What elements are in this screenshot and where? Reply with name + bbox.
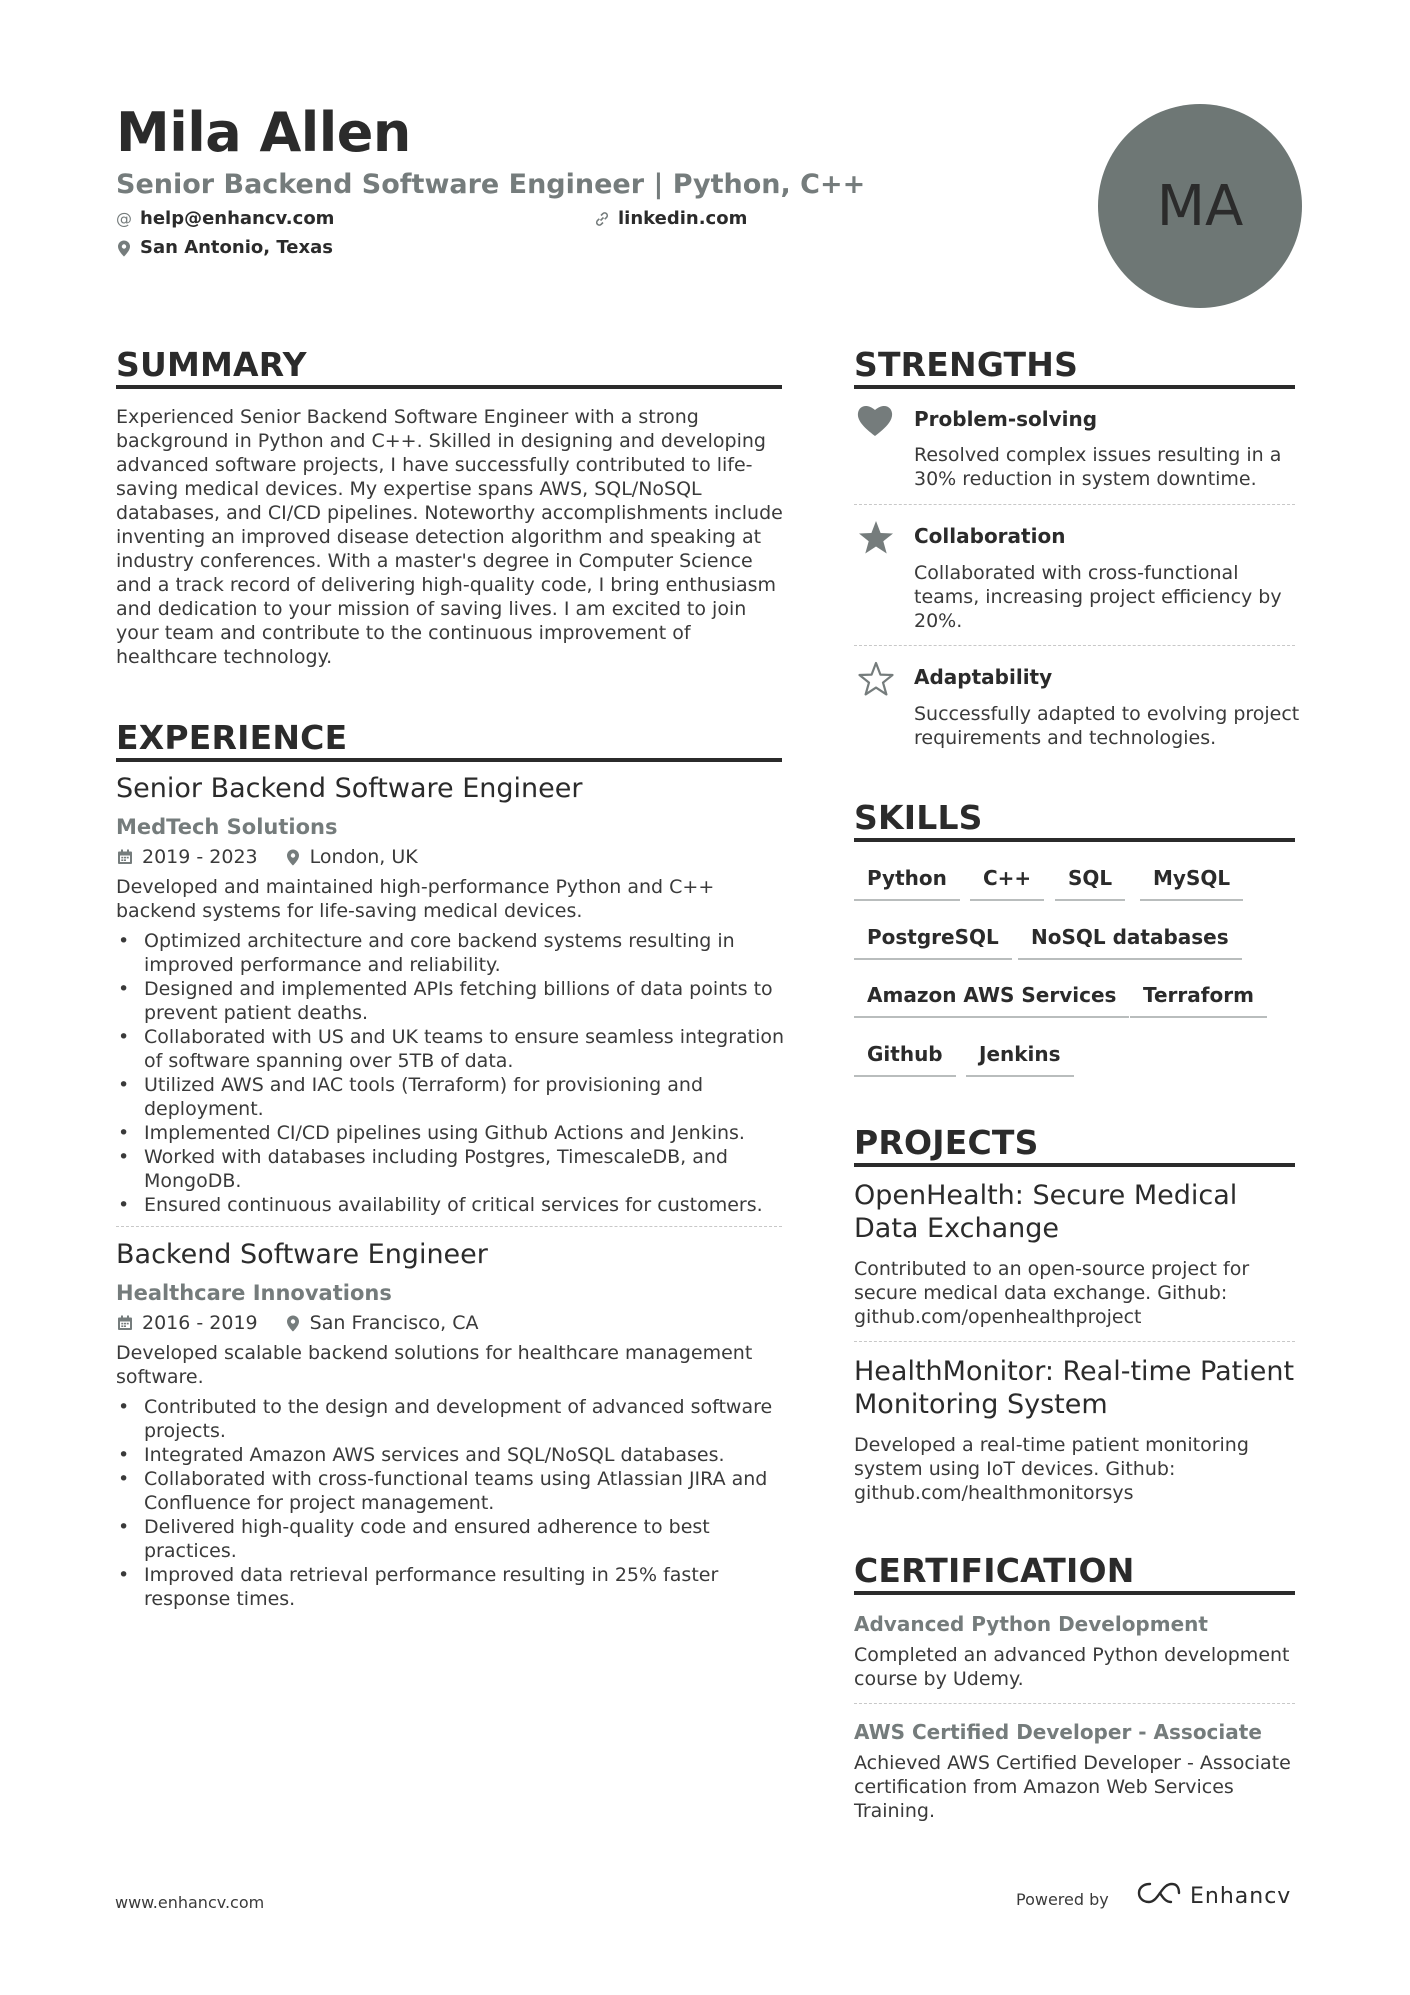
job-bullet: • Implemented CI/CD pipelines using Github Actions and Jenkins. bbox=[116, 1121, 792, 1145]
job-location: San Francisco, CA bbox=[309, 1312, 479, 1334]
project-text: Developed a real-time patient monitoring system using IoT devices. Github: github.com/healthmonitorsys bbox=[854, 1434, 1249, 1504]
location-text: San Antonio, Texas bbox=[140, 237, 333, 258]
enhancv-logo[interactable] bbox=[1136, 1880, 1291, 1912]
projects-rule bbox=[854, 1163, 1295, 1167]
certification-heading: CERTIFICATION bbox=[854, 1551, 1135, 1590]
certification-rule bbox=[854, 1591, 1295, 1595]
location-pin-icon bbox=[116, 239, 132, 257]
project-divider bbox=[854, 1341, 1295, 1342]
location-pin-icon bbox=[284, 1315, 302, 1332]
skill-tag: C++ bbox=[970, 865, 1044, 901]
calendar-icon bbox=[116, 849, 134, 865]
star-filled-icon bbox=[856, 518, 896, 558]
strength-title: Adaptability bbox=[914, 665, 1053, 689]
location-pin-icon bbox=[284, 849, 302, 866]
project-text: Contributed to an open-source project for secure medical data exchange. Github: github.com/openhealthproject bbox=[854, 1258, 1250, 1328]
job-divider bbox=[116, 1226, 782, 1227]
candidate-headline: Senior Backend Software Engineer | Python, C++ bbox=[116, 169, 866, 200]
contact-location bbox=[116, 236, 333, 260]
strength-title: Collaboration bbox=[914, 524, 1066, 548]
job-description: Developed scalable backend solutions for healthcare management software. bbox=[116, 1342, 753, 1388]
at-icon: @ bbox=[116, 209, 132, 228]
strength-divider bbox=[854, 645, 1295, 646]
skill-tag: Python bbox=[854, 865, 960, 901]
job-dates: 2019 - 2023 bbox=[142, 846, 258, 868]
job-meta bbox=[116, 1311, 479, 1335]
strength-text: Collaborated with cross-functional teams, increasing project efficiency by 20%. bbox=[914, 562, 1282, 632]
certification-divider bbox=[854, 1703, 1295, 1704]
summary-text: Experienced Senior Backend Software Engineer with a strong background in Python and C++. Skilled in designing and developing advanced software projects, I have successfully contributed to life-saving medical devices. My expertise spans AWS, SQL/NoSQL databases, and CI/CD pipelines. Noteworthy accomplishments include inventing an improved disease detection algorithm and speaking at industry conferences. With a master's degree in Computer Science and a track record of delivering high-quality code, I bring enthusiasm and dedication to your mission of saving lives. I am excited to join your team and contribute to the continuous improvement of healthcare technology. bbox=[116, 406, 783, 668]
job-bullet: • Designed and implemented APIs fetching billions of data points to prevent patient deaths. bbox=[116, 977, 792, 1025]
strength-text: Successfully adapted to evolving project requirements and technologies. bbox=[914, 703, 1300, 749]
calendar-icon bbox=[116, 1315, 134, 1331]
strength-divider bbox=[854, 504, 1295, 505]
job-location: London, UK bbox=[309, 846, 418, 868]
project-title: HealthMonitor: Real-time Patient Monitoring System bbox=[854, 1356, 1295, 1420]
email-text: help@enhancv.com bbox=[140, 208, 335, 229]
experience-rule bbox=[116, 758, 782, 762]
skill-tag: Terraform bbox=[1130, 982, 1267, 1018]
certification-title: AWS Certified Developer - Associate bbox=[854, 1720, 1262, 1744]
skill-tag: Github bbox=[854, 1041, 956, 1077]
footer-website[interactable]: www.enhancv.com bbox=[115, 1893, 265, 1912]
certification-text: Completed an advanced Python development course by Udemy. bbox=[854, 1644, 1290, 1690]
job-meta bbox=[116, 845, 418, 869]
footer-powered-by: Powered by bbox=[1016, 1890, 1109, 1909]
skills-heading: SKILLS bbox=[854, 798, 983, 837]
avatar-initials: MA bbox=[1156, 173, 1244, 239]
strengths-rule bbox=[854, 385, 1295, 389]
experience-heading: EXPERIENCE bbox=[116, 718, 348, 757]
strength-text: Resolved complex issues resulting in a 30% reduction in system downtime. bbox=[914, 444, 1282, 490]
avatar bbox=[1098, 104, 1302, 308]
job-bullet: • Delivered high-quality code and ensured adherence to best practices. bbox=[116, 1515, 792, 1563]
star-outline-icon bbox=[856, 659, 896, 699]
enhancv-logo-text: Enhancv bbox=[1190, 1883, 1292, 1909]
linkedin-text: linkedin.com bbox=[618, 208, 748, 229]
skill-tag: Amazon AWS Services bbox=[854, 982, 1129, 1018]
job-bullet: • Optimized architecture and core backend systems resulting in improved performance and reliability. bbox=[116, 929, 792, 977]
skill-tag: Jenkins bbox=[966, 1041, 1074, 1077]
candidate-name: Mila Allen bbox=[116, 101, 411, 164]
job-bullet: • Worked with databases including Postgres, TimescaleDB, and MongoDB. bbox=[116, 1145, 792, 1193]
strength-title: Problem-solving bbox=[914, 407, 1098, 431]
job-dates: 2016 - 2019 bbox=[142, 1312, 258, 1334]
skill-tag: MySQL bbox=[1140, 865, 1243, 901]
skill-tag: PostgreSQL bbox=[854, 924, 1012, 960]
enhancv-logo-icon bbox=[1136, 1880, 1182, 1912]
job-bullet: • Improved data retrieval performance resulting in 25% faster response times. bbox=[116, 1563, 792, 1611]
projects-heading: PROJECTS bbox=[854, 1123, 1039, 1162]
strengths-heading: STRENGTHS bbox=[854, 345, 1079, 384]
job-bullets bbox=[116, 929, 792, 1217]
job-bullet: • Integrated Amazon AWS services and SQL/NoSQL databases. bbox=[116, 1443, 792, 1467]
job-title: Backend Software Engineer bbox=[116, 1239, 488, 1270]
job-description: Developed and maintained high-performance Python and C++ backend systems for life-saving medical devices. bbox=[116, 876, 715, 922]
job-company: Healthcare Innovations bbox=[116, 1281, 392, 1305]
link-icon bbox=[594, 210, 610, 228]
skill-tag: NoSQL databases bbox=[1018, 924, 1242, 960]
job-bullet: • Contributed to the design and development of advanced software projects. bbox=[116, 1395, 792, 1443]
job-bullet: • Ensured continuous availability of critical services for customers. bbox=[116, 1193, 792, 1217]
certification-title: Advanced Python Development bbox=[854, 1612, 1208, 1636]
project-title: OpenHealth: Secure Medical Data Exchange bbox=[854, 1180, 1238, 1244]
summary-rule bbox=[116, 385, 782, 389]
job-bullet: • Collaborated with US and UK teams to ensure seamless integration of software spanning over 5TB of data. bbox=[116, 1025, 792, 1073]
skill-tag: SQL bbox=[1055, 865, 1125, 901]
summary-heading: SUMMARY bbox=[116, 345, 307, 384]
job-bullet: • Utilized AWS and IAC tools (Terraform) for provisioning and deployment. bbox=[116, 1073, 792, 1121]
contact-email[interactable] bbox=[116, 207, 334, 231]
job-title: Senior Backend Software Engineer bbox=[116, 773, 583, 804]
certification-text: Achieved AWS Certified Developer - Associate certification from Amazon Web Services Training. bbox=[854, 1752, 1291, 1822]
job-bullet: • Collaborated with cross-functional teams using Atlassian JIRA and Confluence for project management. bbox=[116, 1467, 792, 1515]
contact-linkedin[interactable] bbox=[594, 207, 747, 231]
job-bullets bbox=[116, 1395, 792, 1611]
job-company: MedTech Solutions bbox=[116, 815, 338, 839]
skills-rule bbox=[854, 838, 1295, 842]
heart-icon bbox=[855, 401, 895, 441]
